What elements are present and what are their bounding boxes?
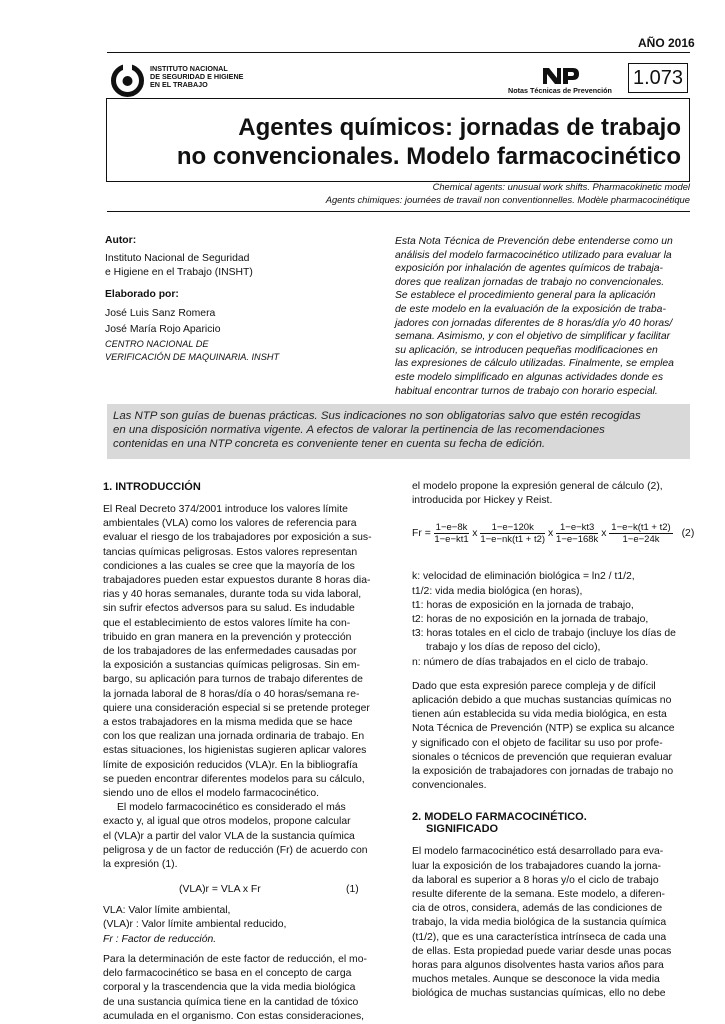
abstract: Esta Nota Técnica de Prevención debe entenderse como un análisis del modelo farmacocinético utilizado para evaluar la exposición por inhalación de agentes químicos de trabaja- dores que realizan jornadas de trabajo no convencionales. Se establece el procedimiento general para la aplicación de este modelo en la evaluación de la exposición de traba- jadores con jornadas diferentes de 8 horas/día y/o 40 horas/ semana. Asimismo, y con el objetivo de simplificar y facilitar su aplicación, se introducen pequeñas modificaciones en las expresiones de cálculo utilizadas. Finalmente, se emplea este modelo simplificado en algunas actividades donde es habitual encontrar turnos de trabajo con horario especial. (395, 236, 674, 397)
insht-logo-icon (110, 64, 145, 97)
equation-2-lhs: Fr = (412, 528, 431, 540)
ntp-series-label: Notas Técnicas de Prevención (508, 86, 612, 95)
explanation-paragraph: Dado que esta expresión parece compleja y de difícil aplicación debido a que muchas sustancias químicas no tienen aún establecida su vida media biológica, en esta Nota Técnica de Prevención (NTP) se explica su alcance y significado con el objeto de facilitar su uso por profe- sionales o técnicos de prevención que requieran evaluar la exposición de trabajadores con jornadas de trabajo no convencionales. (412, 680, 675, 792)
equation-1-number: (1) (346, 884, 359, 896)
subtitle-french: Agents chimiques: journées de travail non conventionnelles. Modèle pharmacocinétique (325, 194, 690, 205)
equation-2 (412, 522, 695, 558)
document-title: Agentes químicos: jornadas de trabajo no convencionales. Modelo farmacocinético (176, 114, 681, 170)
column-left (103, 481, 383, 1024)
subtitle-english: Chemical agents: unusual work shifts. Pharmacokinetic model (432, 181, 690, 192)
elaborado-label: Elaborado por: (105, 289, 179, 300)
equation-1 (103, 878, 383, 904)
year-label: AÑO 2016 (638, 36, 695, 50)
equation-2-definitions: k: velocidad de eliminación biológica = ln2 / t1/2, t1/2: vida media biológica (en horas), t1: horas de exposición en la jornada de trabajo, t2: horas de no exposición en la jornada de trabajo, t3: horas totales en el ciclo de trabajo (incluye los días de trabajo y los días de reposo del ciclo), n: número de días trabajados en el ciclo de trabajo. (412, 571, 676, 668)
equation-2-fraction-1: $\frac{1-e-8k}{1-e-kt1}$ (434, 522, 469, 546)
equation-2-fraction-4: $\frac{1-e-k(t1 + t2)}{1-e-24k}$ (611, 522, 671, 546)
equation-1-body: (VLA)r = VLA x Fr (179, 884, 261, 896)
equation-2-intro: el modelo propone la expresión general de cálculo (2), introducida por Hickey y Reist. (412, 481, 663, 507)
section-heading-intro: 1. INTRODUCCIÓN (103, 481, 201, 493)
intro-paragraph-1: El Real Decreto 374/2001 introduce los valores límite ambientales (VLA) como los valores de referencia para evaluar el riesgo de los trabajadores por exposición a sus- tancias químicas peligrosas. Estos valores representan condiciones a las cuales se cree que la mayoría de los trabajadores pueden estar expuestos durante 8 horas dia- rias y 40 horas semanales, durante toda su vida laboral, sin sufrir efectos adversos para su salud. Es indudable que el establecimiento de estos valores límite ha con- tribuido en gran manera en la prevención y protección de los trabajadores de las enfermedades causadas por la exposición a sustancias químicas peligrosas. Sin em- bargo, su aplicación para turnos de trabajo diferentes de la jornada laboral de 8 horas/día o 40 horas/semana re- quiere una consideración especial si se pretende proteger a estos trabajadores en la misma medida que se hace con los que realizan una jornada ordinaria de trabajo. En estas situaciones, los higienistas sugieren aplicar valores límite de exposición reducidos (VLA)r. En la bibliografía se pueden encontrar diferentes modelos para su cálculo, siendo uno de ellos el modelo farmacocinético. (103, 504, 372, 800)
equation-2-times: x (472, 528, 478, 540)
authors-block (105, 235, 279, 364)
equation-2-fraction-2: $\frac{1-e-120k}{1-e-nk(t1 + t2)}$ (480, 522, 546, 546)
notice-text: Las NTP son guías de buenas prácticas. Sus indicaciones no son obligatorias salvo que estén recogidas en una disposición normativa vigente. A efectos de valorar la pertinencia de las recomendaciones contenidas en una NTP concreta es conveniente tener en cuenta su fecha de edición. (113, 410, 641, 451)
equation-1-definitions: VLA: Valor límite ambiental, (VLA)r : Valor límite ambiental reducido, Fr : Factor de reducción. (103, 905, 287, 945)
column-right (412, 480, 695, 1002)
title-rule (107, 211, 690, 212)
equation-2-times: x (547, 528, 554, 540)
ntp-number: 1.073 (628, 63, 688, 93)
intro-paragraph-3: Para la determinación de este factor de reducción, el mo- delo farmacocinético se basa en el concepto de carga corporal y la trascendencia que la vida media biológica de una sustancia química tiene en la cantidad de tóxico acumulada en el organismo. Con estas consideraciones, (103, 953, 367, 1022)
header-rule (107, 52, 690, 53)
autor-label: Autor: (105, 235, 137, 246)
center-name: CENTRO NACIONAL DE VERIFICACIÓN DE MAQUINARIA. INSHT (105, 339, 280, 362)
institute-name: INSTITUTO NACIONAL DE SEGURIDAD E HIGIENE EN EL TRABAJO (150, 64, 244, 89)
model-paragraph: El modelo farmacocinético está desarrollado para eva- luar la exposición de los trabajadores cuando la jorna- da laboral es superior a 8 horas y/o el ciclo de trabajo resulte diferente de la semana. Este modelo, a diferen- cia de otros, considera, además de las condiciones de trabajo, la vida media biológica de la sustancia química (t1/2), que es una característica intrínseca de cada una de ellas. Esta propiedad puede variar desde unas pocas horas para algunos disolventes hasta varios años para muchos metales. Aunque se desconoce la vida media biológica de muchas sustancias químicas, ello no debe (412, 846, 672, 1000)
author-names: José Luis Sanz Romera José María Rojo Aparicio (105, 308, 221, 335)
autor-text: Instituto Nacional de Seguridad e Higiene en el Trabajo (INSHT) (105, 253, 253, 278)
intro-paragraph-2: El modelo farmacocinético es considerado el más exacto y, al igual que otros modelos, propone calcular el (VLA)r a partir del valor VLA de la sustancia química peligrosa y de un factor de reducción (Fr) de acuerdo con la expresión (1). (103, 802, 368, 871)
equation-2-fraction-3: $\frac{1-e-kt3}{1-e-168k}$ (556, 522, 599, 546)
section-heading-model: 2. MODELO FARMACOCINÉTICO. SIGNIFICADO (412, 811, 587, 836)
equation-2-number: (2) (681, 528, 695, 540)
equation-2-times: x (601, 528, 607, 540)
